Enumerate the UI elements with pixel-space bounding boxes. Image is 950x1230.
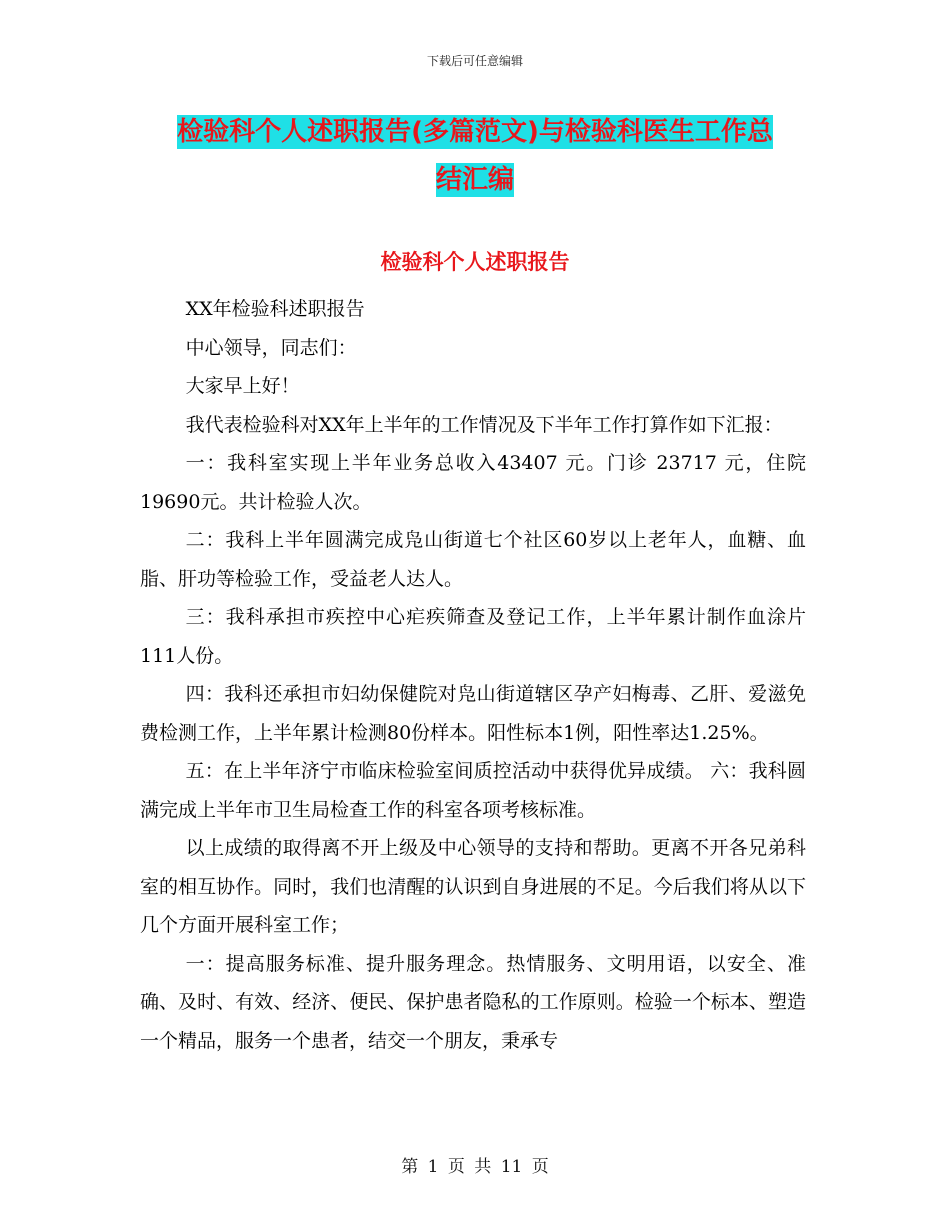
document-title-line-1: 检验科个人述职报告(多篇范文)与检验科医生工作总 — [177, 117, 773, 147]
paragraph: 以上成绩的取得离不开上级及中心领导的支持和帮助。更离不开各兄弟科室的相互协作。同时，我们也清醒的认识到自身进展的不足。今后我们将从以下几个方面开展科室工作； — [140, 837, 806, 936]
section-title: 检验科个人述职报告 — [380, 250, 570, 274]
paragraph: 四：我科还承担市妇幼保健院对凫山街道辖区孕产妇梅毒、乙肝、爱滋免费检测工作，上半年累计检测80份样本。阳性标本1例，阳性率达1.25%。 — [140, 683, 806, 744]
body-text — [140, 290, 806, 1060]
paragraph: 中心领导，同志们： — [185, 336, 357, 359]
paragraph: 五：在上半年济宁市临床检验室间质控活动中获得优异成绩。 六：我科圆满完成上半年市卫生局检查工作的科室各项考核标准。 — [140, 760, 806, 821]
paragraph: XX年检验科述职报告 — [185, 298, 365, 320]
paragraph: 我代表检验科对XX年上半年的工作情况及下半年工作打算作如下汇报： — [185, 413, 783, 436]
paragraph: 大家早上好！ — [185, 375, 300, 397]
paragraph: 一：提高服务标准、提升服务理念。热情服务、文明用语，以安全、准确、及时、有效、经济、便民、保护患者隐私的工作原则。检验一个标本、塑造一个精品，服务一个患者，结交一个朋友，秉承专 — [140, 952, 806, 1052]
paragraph: 一：我科室实现上半年业务总收入43407 元。门诊 23717 元，住院19690元。共计检验人次。 — [140, 452, 806, 513]
header-note: 下载后可任意编辑 — [426, 54, 523, 68]
paragraph: 三：我科承担市疾控中心疟疾筛查及登记工作，上半年累计制作血涂片111人份。 — [140, 606, 806, 667]
page-footer: 第 1 页 共 11 页 — [401, 1157, 549, 1177]
paragraph: 二：我科上半年圆满完成凫山街道七个社区60岁以上老年人，血糖、血脂、肝功等检验工作，受益老人达人。 — [140, 529, 806, 590]
document-title — [150, 108, 800, 204]
document-title-line-2: 结汇编 — [435, 165, 514, 195]
